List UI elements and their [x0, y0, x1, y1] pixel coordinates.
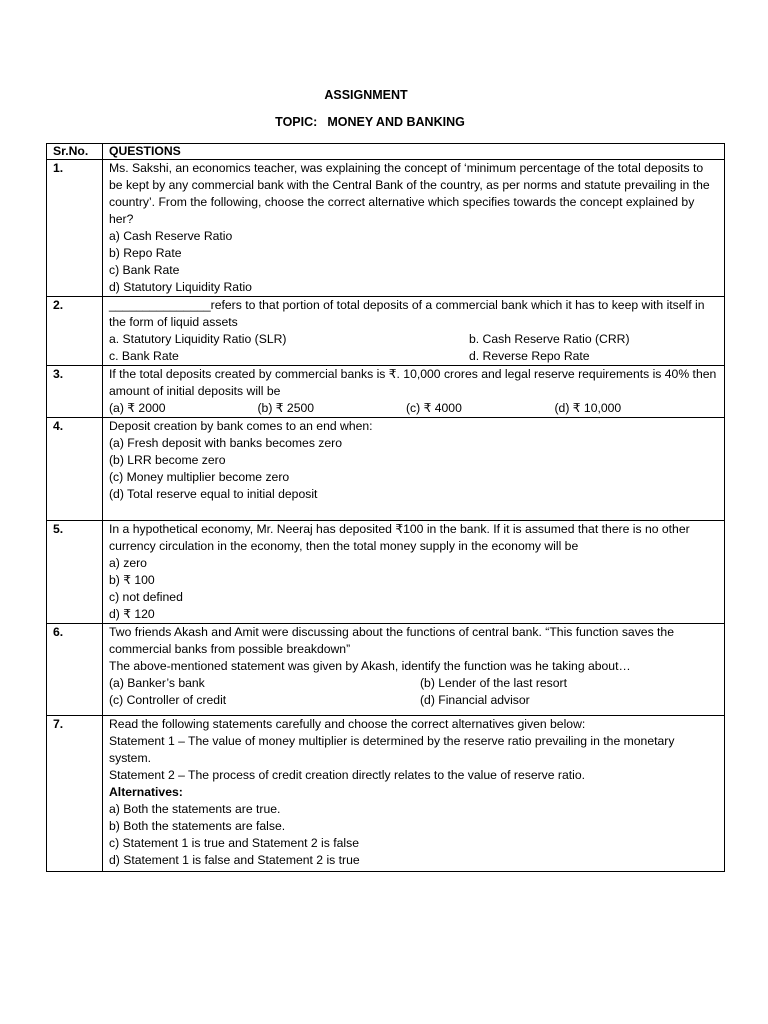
question-number: 3.: [47, 366, 103, 418]
option-c: c) Bank Rate: [109, 263, 180, 277]
topic-label: TOPIC:: [275, 115, 318, 129]
option-a: a) Both the statements are true.: [109, 802, 281, 816]
option-c: (c) ₹ 4000: [406, 401, 462, 415]
option-d: d. Reverse Repo Rate: [469, 349, 590, 363]
question-cell: [103, 716, 725, 872]
question-cell: [103, 418, 725, 521]
question-text: Read the following statements carefully and choose the correct alternatives given below:: [109, 717, 586, 731]
option-d: (d) Total reserve equal to initial deposit: [109, 487, 318, 501]
option-d: (d) Financial advisor: [420, 693, 530, 707]
table-header-row: [47, 144, 725, 160]
question-number: 2.: [47, 297, 103, 366]
question-row-2: [47, 297, 725, 366]
srno-header: Sr.No.: [47, 144, 103, 160]
question-number: 4.: [47, 418, 103, 521]
statement-1: Statement 1 – The value of money multiplier is determined by the reserve ratio prevailing in the monetary system.: [109, 734, 675, 765]
topic-value: MONEY AND BANKING: [327, 115, 465, 129]
question-text: In a hypothetical economy, Mr. Neeraj has deposited ₹100 in the bank. If it is assumed that there is no other currency circulation in the economy, then the total money supply in the economy will be: [109, 522, 690, 553]
question-text: Deposit creation by bank comes to an end when:: [109, 419, 373, 433]
question-text: Two friends Akash and Amit were discussing about the functions of central bank. “This function saves the commercial banks from possible breakdown”: [109, 625, 674, 656]
option-d: (d) ₹ 10,000: [554, 401, 622, 415]
option-a: a) zero: [109, 556, 147, 570]
question-cell: [103, 160, 725, 297]
question-text: Ms. Sakshi, an economics teacher, was explaining the concept of ‘minimum percentage of the total deposits to be kept by any commercial bank with the Central Bank of the country, as per norms and statute prevailing in the country’. From the following, choose the correct alternative which specifies towards the concept explained by her?: [109, 161, 710, 226]
alternatives-label: Alternatives:: [109, 785, 183, 799]
question-text: _______________refers to that portion of total deposits of a commercial bank which it has to keep with itself in the form of liquid assets: [109, 298, 705, 329]
assignment-title: ASSIGNMENT: [324, 88, 408, 102]
option-b: b) Both the statements are false.: [109, 819, 286, 833]
question-text: If the total deposits created by commercial banks is ₹. 10,000 crores and legal reserve requirements is 40% then amount of initial deposits will be: [109, 367, 717, 398]
questions-table: [46, 143, 725, 872]
question-row-3: [47, 366, 725, 418]
question-number: 1.: [47, 160, 103, 297]
option-c: c) Statement 1 is true and Statement 2 is false: [109, 836, 359, 850]
option-b: b) Repo Rate: [109, 246, 182, 260]
option-b: b. Cash Reserve Ratio (CRR): [469, 332, 630, 346]
options-row: [109, 331, 718, 348]
question-cell: [103, 521, 725, 624]
question-number: 7.: [47, 716, 103, 872]
questions-header: QUESTIONS: [103, 144, 725, 160]
option-a: (a) ₹ 2000: [109, 401, 166, 415]
question-cell: [103, 297, 725, 366]
question-number: 5.: [47, 521, 103, 624]
option-d: d) Statutory Liquidity Ratio: [109, 280, 252, 294]
question-cell: [103, 366, 725, 418]
statement-2: Statement 2 – The process of credit creation directly relates to the value of reserve ratio.: [109, 768, 586, 782]
option-b: b) ₹ 100: [109, 573, 155, 587]
options-row: [109, 675, 718, 692]
question-text-2: The above-mentioned statement was given by Akash, identify the function was he taking about…: [109, 659, 631, 673]
question-cell: [103, 624, 725, 716]
options-row: [109, 400, 718, 417]
options-row: [109, 348, 718, 365]
option-b: (b) LRR become zero: [109, 453, 226, 467]
option-b: (b) ₹ 2500: [257, 401, 315, 415]
option-c: (c) Controller of credit: [109, 693, 227, 707]
question-row-5: [47, 521, 725, 624]
question-row-4: [47, 418, 725, 521]
option-a: (a) Banker’s bank: [109, 676, 205, 690]
option-c: (c) Money multiplier become zero: [109, 470, 290, 484]
question-row-1: [47, 160, 725, 297]
options-row: [109, 692, 718, 709]
option-a: a) Cash Reserve Ratio: [109, 229, 233, 243]
option-a: (a) Fresh deposit with banks becomes zero: [109, 436, 343, 450]
question-row-6: [47, 624, 725, 716]
option-c: c) not defined: [109, 590, 183, 604]
option-d: d) Statement 1 is false and Statement 2 is true: [109, 853, 360, 867]
option-c: c. Bank Rate: [109, 349, 179, 363]
topic-heading: [0, 115, 754, 129]
option-d: d) ₹ 120: [109, 607, 155, 621]
option-a: a. Statutory Liquidity Ratio (SLR): [109, 332, 287, 346]
question-number: 6.: [47, 624, 103, 716]
question-row-7: [47, 716, 725, 872]
option-b: (b) Lender of the last resort: [420, 676, 567, 690]
